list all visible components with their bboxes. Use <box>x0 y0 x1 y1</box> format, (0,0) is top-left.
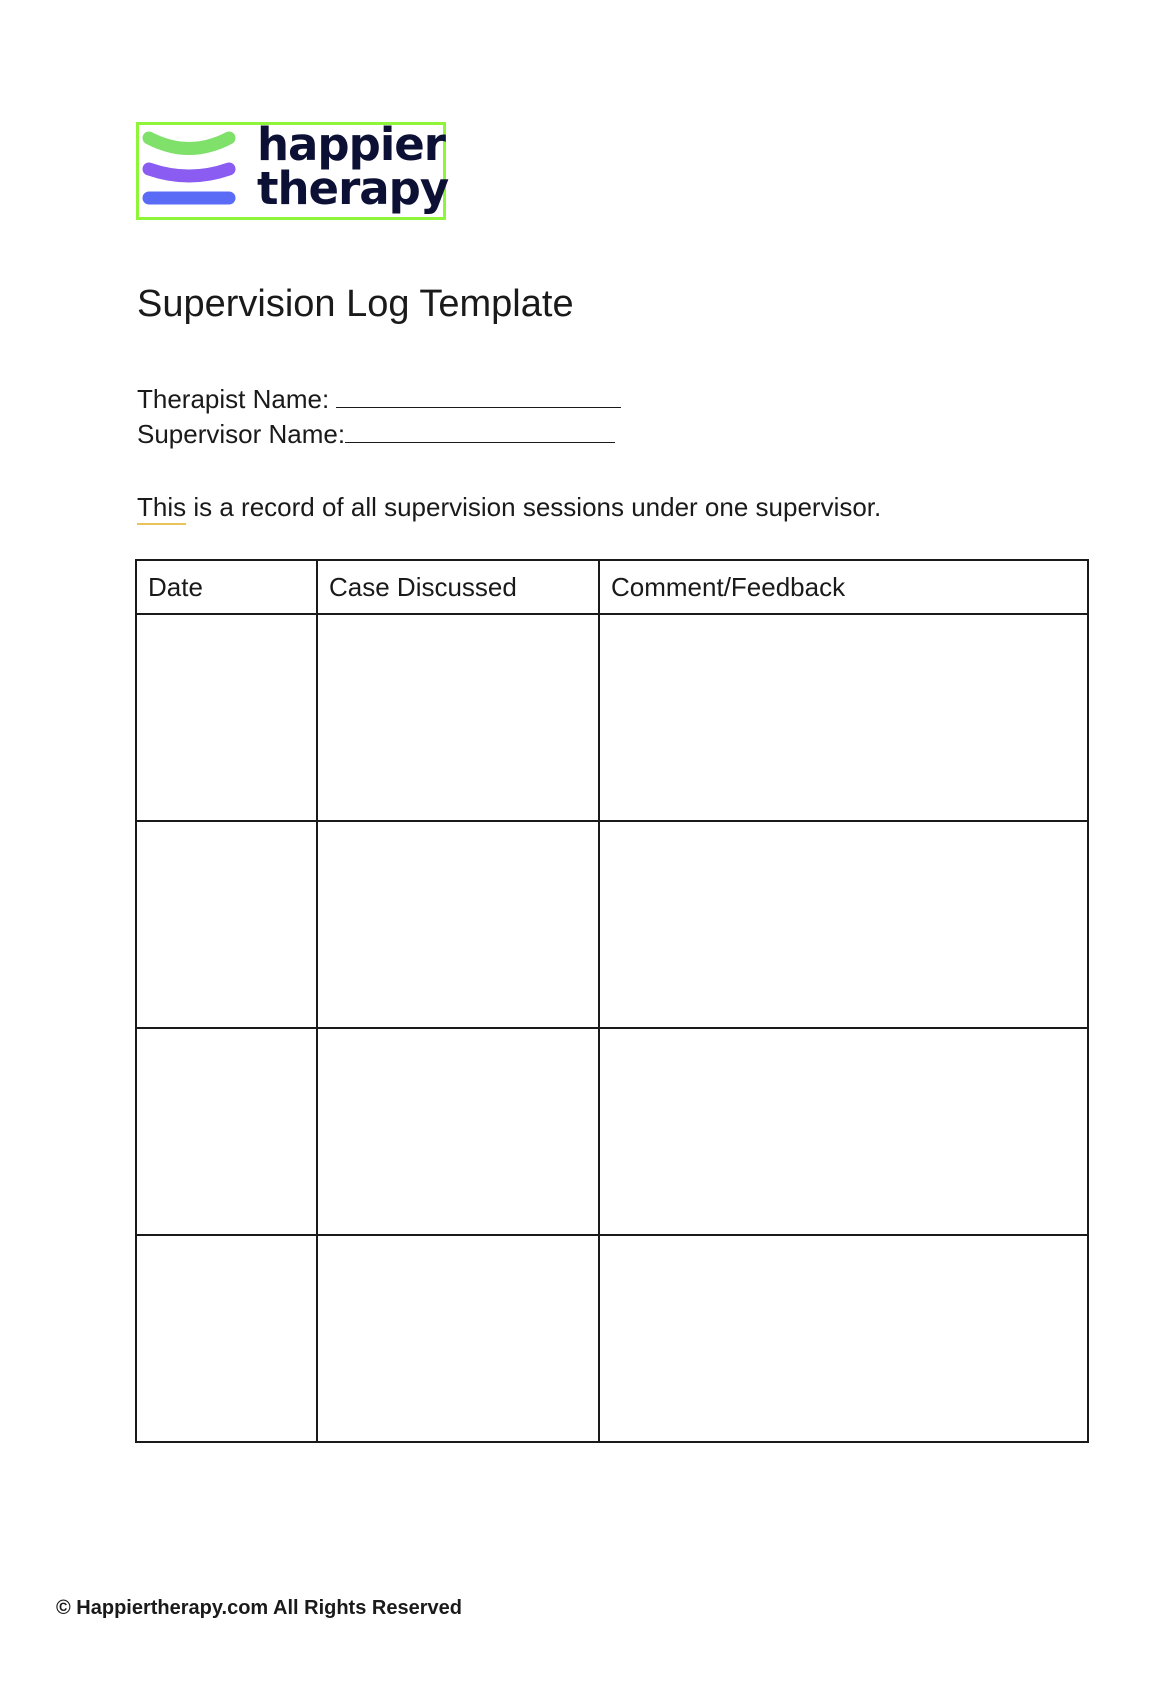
date-cell[interactable] <box>136 1235 317 1442</box>
table-row <box>136 1028 1088 1235</box>
date-cell[interactable] <box>136 614 317 821</box>
supervisor-name-label: Supervisor Name: <box>137 419 346 449</box>
table-row <box>136 821 1088 1028</box>
case-discussed-cell[interactable] <box>317 1028 599 1235</box>
therapist-name-blank[interactable] <box>336 383 621 408</box>
logo-line-therapy: therapy <box>257 162 449 215</box>
date-cell[interactable] <box>136 821 317 1028</box>
comment-feedback-cell[interactable] <box>599 1235 1088 1442</box>
date-cell[interactable] <box>136 1028 317 1235</box>
happier-therapy-logo <box>136 118 449 220</box>
copyright-footer: © Happiertherapy.com All Rights Reserved <box>56 1597 462 1619</box>
comment-feedback-cell[interactable] <box>599 1028 1088 1235</box>
comment-feedback-cell[interactable] <box>599 614 1088 821</box>
header-case-discussed: Case Discussed <box>317 560 599 614</box>
table-row <box>136 1235 1088 1442</box>
logo-wordmark <box>257 118 449 215</box>
logo-stripes-icon <box>139 125 251 217</box>
header-comment-feedback: Comment/Feedback <box>599 560 1088 614</box>
case-discussed-cell[interactable] <box>317 614 599 821</box>
case-discussed-cell[interactable] <box>317 1235 599 1442</box>
table-row <box>136 614 1088 821</box>
table-header-row <box>136 560 1088 614</box>
intro-first-word: This <box>137 492 187 522</box>
supervision-log-table <box>135 559 1089 1443</box>
therapist-name-field <box>137 383 621 415</box>
case-discussed-cell[interactable] <box>317 821 599 1028</box>
supervisor-name-field <box>137 418 615 450</box>
header-date: Date <box>136 560 317 614</box>
intro-rest: is a record of all supervision sessions under one supervisor. <box>186 492 882 522</box>
supervisor-name-blank[interactable] <box>345 418 615 443</box>
comment-feedback-cell[interactable] <box>599 821 1088 1028</box>
logo-line-happier: happier <box>257 118 445 171</box>
therapist-name-label: Therapist Name: <box>137 384 337 414</box>
page-title: Supervision Log Template <box>137 283 574 325</box>
intro-paragraph <box>137 491 881 523</box>
